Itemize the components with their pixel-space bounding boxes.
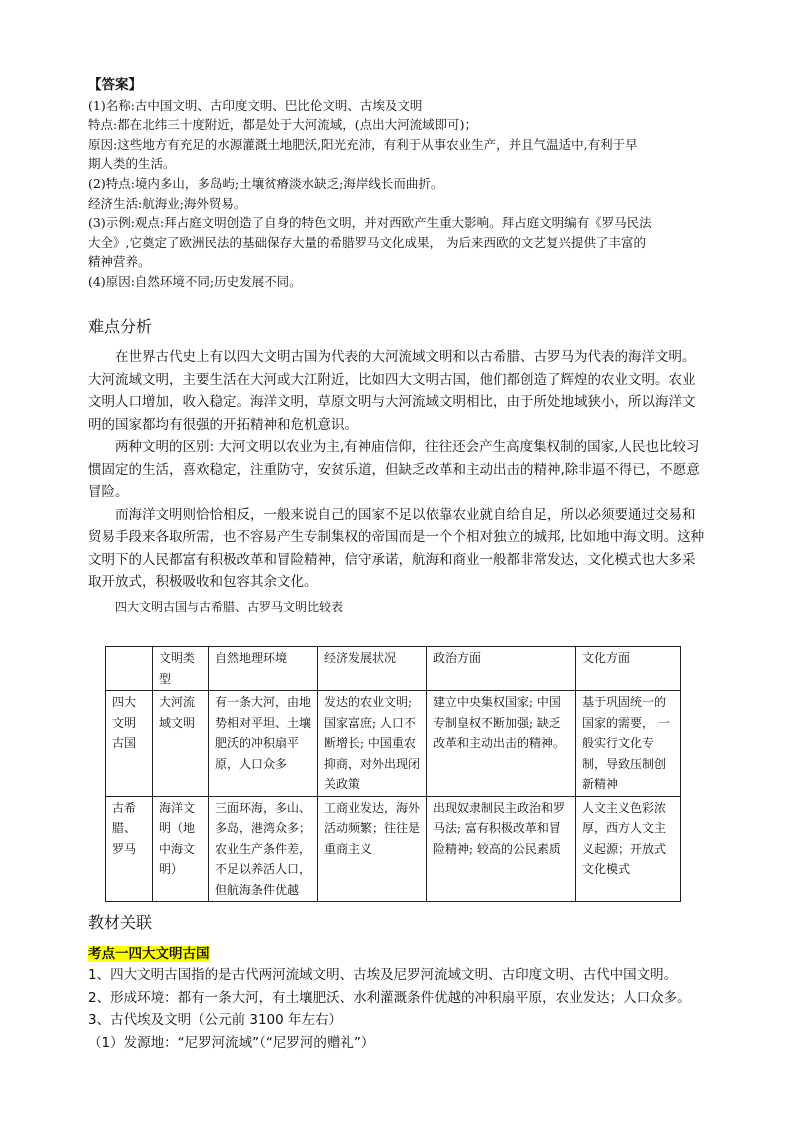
table-cell: 发达的农业文明;国家富庶; 人口不断增长; 中国重农抑商，对外出现闭关政策: [318, 691, 427, 797]
answer-heading: 【答案】: [88, 77, 142, 93]
analysis-paragraph: 在世界古代史上有以四大文明古国为代表的大河流域文明和以古希腊、古罗马为代表的海洋文明。大河流域文明，主要生活在大河或大江附近，比如四大文明古国，他们都创造了辉煌的农业文明。农业文明人口增加，收入稳定。海洋文明，草原文明与大河流域文明相比，由于所处地域狭小，所以海洋文明的国家都均有很强的开拓精神和危机意识。: [88, 349, 696, 433]
table-header-cell: 政治方面: [427, 647, 576, 691]
analysis-paragraph: 冒险。: [88, 484, 129, 500]
table-header-cell: 文明类型: [153, 647, 209, 691]
keypoint-text: 四大文明古国: [128, 946, 210, 962]
table-row: [106, 691, 681, 797]
table-header-cell: 文化方面: [576, 647, 681, 691]
table-cell: 人文主义色彩浓厚，西方人文主义起源；开放式文化模式: [576, 796, 681, 902]
keypoint-label: 考点一: [88, 946, 129, 962]
answer-line: (3)示例:观点:拜占庭文明创造了自身的特色文明，并对西欧产生重大影响。拜占庭文明编有《罗马民法: [88, 215, 652, 231]
answer-section: [88, 76, 718, 292]
answer-line: (2)特点:境内多山，多岛屿;土壤贫瘠淡水缺乏;海岸线长而曲折。: [88, 175, 444, 191]
list-item: 3、古代埃及文明（公元前 3100 年左右）: [88, 1012, 343, 1028]
analysis-title: 难点分析: [88, 317, 153, 336]
list-item: 2、形成环境：都有一条大河，有土壤肥沃、水利灌溉条件优越的冲积扇平原，农业发达；人口众多。: [88, 989, 691, 1006]
answer-line: (4)原因:自然环境不同;历史发展不同。: [88, 273, 302, 289]
table-header-row: [106, 647, 681, 691]
textbook-title: 教材关联: [88, 913, 153, 932]
table-cell: 古希腊、罗马: [106, 796, 153, 902]
table-header-cell: 自然地理环境: [209, 647, 318, 691]
answer-line: 原因:这些地方有充足的水源灌溉土地肥沃,阳光充沛，有利于从事农业生产，并且气温适中,有利于早: [88, 136, 638, 152]
answer-line: (1)名称:古中国文明、古印度文明、巴比伦文明、古埃及文明: [88, 97, 423, 113]
textbook-list: [88, 964, 728, 1054]
table-cell: 建立中央集权国家; 中国专制皇权不断加强; 缺乏改革和主动出击的精神。: [427, 691, 576, 797]
answer-line: 经济生活:航海业;海外贸易。: [88, 195, 247, 211]
table-cell: 基于巩固统一的国家的需要， 一般实行文化专制，导致压制创新精神: [576, 691, 681, 797]
table-cell: 海洋文明（地中海文明）: [153, 796, 209, 902]
answer-line: 期人类的生活。: [88, 156, 176, 172]
answer-line: 精神营养。: [88, 254, 151, 270]
table-cell: 有一条大河，由地势相对平坦、土壤肥沃的冲积扇平原，人口众多: [209, 691, 318, 797]
table-cell: 出现奴隶制民主政治和罗马法; 富有积极改革和冒险精神; 较高的公民素质: [427, 796, 576, 902]
list-item: 1、四大文明古国指的是古代两河流域文明、古埃及尼罗河流域文明、古印度文明、古代中国文明。: [88, 967, 678, 983]
table-cell: 三面环海，多山、多岛，港湾众多；农业生产条件差，不足以养活人口，但航海条件优越: [209, 796, 318, 902]
keypoint-heading: [88, 942, 210, 962]
table-header-cell: [106, 647, 153, 691]
table-caption: 四大文明古国与古希腊、古罗马文明比较表: [115, 600, 344, 614]
analysis-paragraph: 而海洋文明则恰恰相反，一般来说自己的国家不足以依靠农业就自给自足，所以必须要通过交易和贸易手段来各取所需，也不容易产生专制集权的帝国而是一个个相对独立的城邦, 比如地中海文明。这种文明下的人民都富有积极改革和冒险精神，信守承诺，航海和商业一般都非常发达，文化模式也大多采取开放式，积极吸收和包容其余文化。: [88, 506, 705, 590]
table-row: [106, 796, 681, 902]
analysis-paragraph: 两种文明的区别: 大河文明以农业为主,有神庙信仰，往往还会产生高度集权制的国家,人民也比较习惯固定的生活，喜欢稳定，注重防守，安贫乐道，但缺乏改革和主动出击的精神,除非逼不得已，不愿意: [88, 439, 700, 478]
analysis-body: [88, 346, 708, 594]
table-cell: 工商业发达，海外活动频繁；往往是重商主义: [318, 796, 427, 902]
answer-line: 特点:都在北纬三十度附近，都是处于大河流域，(点出大河流域即可)；: [88, 117, 477, 133]
answer-line: 大全》,它奠定了欧洲民法的基础保存大量的希腊罗马文化成果， 为后来西欧的文艺复兴提供了丰富的: [88, 234, 646, 250]
comparison-table: [105, 646, 681, 902]
table-header-cell: 经济发展状况: [318, 647, 427, 691]
list-item: （1）发源地：“尼罗河流域”（“尼罗河的赠礼”）: [88, 1034, 375, 1051]
table-cell: 大河流域文明: [153, 691, 209, 797]
table-cell: 四大文明古国: [106, 691, 153, 797]
